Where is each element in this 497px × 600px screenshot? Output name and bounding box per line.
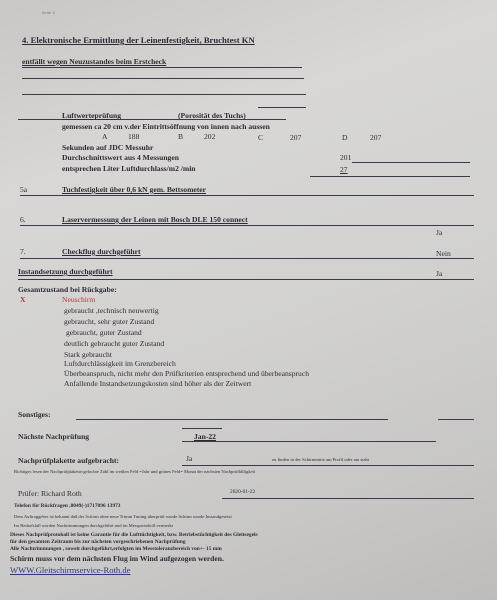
- rule: [310, 176, 470, 177]
- sticker-label: Nachprüfplakette aufgebracht:: [18, 456, 120, 465]
- fine-print: Dem Auftraggeber ist bekannt daß der Schirm ohne neue Trimm Tuning überprüft wurde Schirm wurde Instandgesetzt: [14, 514, 232, 519]
- measurement-b-value: 202: [204, 132, 216, 141]
- seconds-label: Sekunden auf JDC Messuhr: [62, 143, 154, 152]
- rule: [258, 107, 306, 108]
- condition-option: Überbeanspruch, nicht mehr den Prüfkriterien entsprechend und überbeanspruch: [64, 369, 310, 378]
- inspection-date: 2020-01-22: [230, 489, 256, 495]
- average-value: 201: [340, 153, 352, 162]
- sticker-note: zu finden in der Schirmmitte am Profil oder am stabi: [272, 457, 370, 462]
- fine-print: Im Bedarfsfall werden Nachtrimmungen durchgeführt und im Messprotokoll vermerkt: [14, 523, 173, 528]
- rule: [76, 419, 388, 420]
- inspector: Prüfer: Richard Roth: [18, 489, 82, 498]
- measurement-d-value: 207: [370, 133, 382, 142]
- flow-label: entsprechen Liter Luftdurchlass/m2 /min: [62, 164, 196, 173]
- condition-option: Anfallende Instandsetzungskosten sind höher als der Zeitwert: [64, 379, 252, 388]
- disclaimer: Alle Nachtrimmungen , soweit durchgeführt,erfolgten im Messtoleranzbereich von+- 15 mm: [10, 546, 222, 552]
- condition-option: Stark gebraucht: [64, 350, 112, 359]
- next-check-label: Nächste Nachprüfung: [18, 432, 90, 441]
- measure-description: gemessen ca 20 cm v.der Eintrittsöffnung von innen nach aussen: [62, 122, 270, 131]
- section-5-title: Luftwerteprüfung: [62, 111, 122, 120]
- rule: [182, 441, 436, 442]
- sticker-value: Ja: [186, 454, 193, 463]
- measurement-c-label: C: [258, 133, 264, 142]
- sticker-hint: Richtiges lesen der Nachprüfplakette:gelochte Zahl im weißen Feld =Jahr und grünes Feld= Monat der nächsten Nachprüffälligkeit: [14, 469, 256, 474]
- condition-marker: X: [20, 295, 26, 304]
- rule: [20, 225, 474, 226]
- rule: [182, 465, 474, 466]
- repair-value: Ja: [436, 269, 443, 278]
- rule: [182, 428, 222, 429]
- repair-title: Instandsetzung durchgeführt: [18, 267, 113, 276]
- average-label: Durchschnittswert aus 4 Messungen: [62, 153, 179, 162]
- measurement-a-value: 188: [128, 132, 140, 141]
- section-4-note: entfällt wegen Neuzustandes beim Erstcheck: [22, 57, 167, 66]
- measurement-a-label: A: [102, 132, 108, 141]
- measurement-b-label: B: [178, 132, 184, 141]
- condition-option: Neuschirm: [62, 295, 96, 304]
- measurement-d-label: D: [342, 133, 348, 142]
- section-6-number: 6.: [20, 215, 26, 224]
- rule: [438, 419, 474, 420]
- next-check-value: Jan-22: [194, 432, 216, 441]
- page-marker: Seite 2: [42, 10, 55, 15]
- measurement-c-value: 207: [290, 133, 302, 142]
- section-5a-title: Tuchfestigkeit über 0,6 kN gem. Bettsometer: [62, 185, 207, 194]
- condition-option: deutlich gebraucht guter Zustand: [64, 339, 165, 348]
- section-7-number: 7.: [20, 247, 26, 256]
- rule: [352, 162, 470, 163]
- rule: [18, 279, 474, 280]
- condition-option: gebraucht ,technisch neuwertig: [64, 306, 159, 315]
- section-4-title: 4. Elektronische Ermittlung der Leinenfestigkeit, Bruchtest KN: [22, 35, 255, 45]
- rule: [20, 195, 474, 196]
- condition-option: gebraucht, sehr guter Zustand: [64, 317, 155, 326]
- condition-option: gebraucht, guter Zustand: [66, 328, 142, 337]
- phone: Telefon für Rückfragen ,0049(-)1717096 13973: [14, 503, 121, 509]
- rule: [20, 258, 474, 259]
- section-5-porosity: (Porosität des Tuchs): [178, 111, 246, 120]
- rule: [222, 498, 474, 499]
- disclaimer: für den gesamten Zeitraum bis zur nächsten vorgeschriebenen Nachprüfung: [10, 539, 186, 545]
- disclaimer: Dieses Nachprüfprotokoll ist keine Garantie für die Lufttüchtigkeit, bzw. Betriebstüchtigkeit des Gleitsegels: [10, 532, 258, 538]
- condition-title: Gesamtzustand bei Rückgabe:: [18, 285, 117, 294]
- section-6-value: Ja: [436, 228, 443, 237]
- condition-option: Luftdurchlässigkeit im Grenzbereich: [64, 359, 176, 368]
- section-7-value: Nein: [436, 249, 451, 258]
- section-6-title: Laservermessung der Leinen mit Bosch DLE 150 connect: [62, 215, 248, 224]
- website-link[interactable]: WWW.Gleitschirmservice-Roth.de: [10, 565, 131, 575]
- flow-value: 27: [340, 165, 348, 174]
- rule: [22, 78, 304, 79]
- disclaimer-flight: Schirm muss vor dem nächsten Flug im Wind aufgezogen werden.: [10, 554, 224, 563]
- rule: [22, 94, 306, 95]
- sonstiges-label: Sonstiges:: [18, 410, 51, 419]
- section-7-title: Checkflug durchgeführt: [62, 247, 141, 256]
- section-5a-number: 5a: [20, 185, 28, 194]
- rule: [22, 67, 302, 68]
